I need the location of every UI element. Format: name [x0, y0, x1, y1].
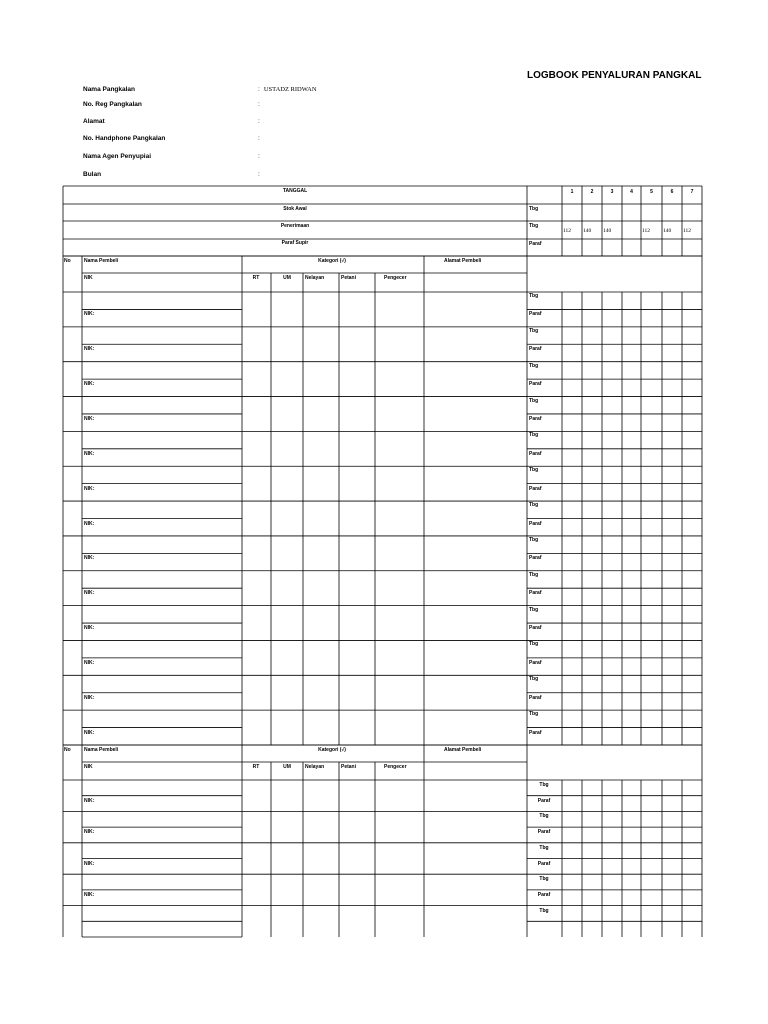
- record-paraf-label: Paraf: [529, 485, 542, 492]
- record-tbg-label: Tbg: [529, 327, 539, 334]
- record-paraf-label: Paraf: [529, 311, 542, 318]
- record-tbg-label: Tbg: [539, 907, 549, 914]
- col-header-kategori: Kategori (√): [318, 747, 346, 753]
- col-header-nik: NIK: [84, 764, 93, 770]
- day-number: 7: [690, 189, 694, 195]
- header-field-label: Nama Pangkalan: [83, 86, 136, 93]
- col-header-um: UM: [283, 764, 291, 770]
- penerimaan-value: 140: [603, 228, 612, 234]
- record-nik-label: NIK:: [84, 659, 95, 666]
- record-tbg-label: Tbg: [539, 782, 549, 788]
- day-number: 3: [610, 189, 614, 195]
- header-field-label: No. Handphone Pangkalan: [83, 135, 166, 142]
- record-tbg-label: Tbg: [539, 844, 549, 851]
- penerimaan-value: 140: [583, 228, 592, 234]
- record-paraf-label: Paraf: [529, 659, 542, 666]
- record-tbg-label: Tbg: [529, 293, 539, 299]
- header-field-colon: :: [258, 101, 260, 108]
- record-tbg-label: Tbg: [529, 571, 539, 578]
- stok-awal-label: Stok Awal: [283, 206, 307, 212]
- record-tbg-label: Tbg: [529, 432, 539, 439]
- day-number: 5: [650, 189, 653, 195]
- col-header-um: UM: [283, 275, 291, 281]
- record-paraf-label: Paraf: [537, 891, 551, 898]
- stok-tbg-label: Tbg: [529, 206, 539, 212]
- header-field-colon: :: [258, 171, 260, 178]
- col-header-alamat-pembeli: Alamat Pembeli: [444, 747, 482, 753]
- record-nik-label: NIK:: [84, 625, 95, 632]
- record-tbg-label: Tbg: [529, 711, 539, 718]
- record-nik-label: NIK:: [84, 829, 95, 836]
- col-header-no: No: [64, 258, 71, 264]
- record-tbg-label: Tbg: [529, 397, 539, 404]
- day-number: 1: [570, 189, 574, 195]
- col-header-nelayan: Nelayan: [305, 275, 325, 281]
- record-tbg-label: Tbg: [529, 641, 539, 648]
- col-header-pengecer: Pengecer: [384, 275, 407, 281]
- page-title: LOGBOOK PENYALURAN PANGKAL: [527, 70, 702, 81]
- record-tbg-label: Tbg: [529, 502, 539, 509]
- record-nik-label: NIK:: [84, 555, 95, 562]
- record-tbg-label: Tbg: [529, 362, 539, 369]
- record-tbg-label: Tbg: [539, 813, 549, 820]
- record-tbg-label: Tbg: [539, 876, 549, 883]
- header-field-label: Nama Agen Penyupiai: [83, 153, 152, 160]
- day-number: 2: [590, 189, 594, 195]
- record-nik-label: NIK:: [84, 797, 95, 804]
- record-paraf-label: Paraf: [529, 450, 542, 457]
- day-number: 4: [630, 189, 633, 195]
- col-header-nik: NIK: [84, 275, 93, 281]
- penerimaan-tbg-label: Tbg: [529, 223, 539, 229]
- col-header-nelayan: Nelayan: [305, 764, 325, 770]
- col-header-rt: RT: [252, 764, 260, 770]
- col-header-petani: Petani: [341, 275, 357, 281]
- record-nik-label: NIK:: [84, 860, 95, 867]
- record-nik-label: NIK:: [84, 891, 95, 898]
- record-paraf-label: Paraf: [529, 625, 542, 632]
- col-header-pengecer: Pengecer: [384, 764, 407, 770]
- penerimaan-value: 112: [683, 228, 692, 234]
- header-field-colon: :: [258, 118, 260, 125]
- header-field-colon: :: [258, 135, 260, 142]
- record-tbg-label: Tbg: [529, 467, 539, 474]
- col-header-no: No: [64, 747, 71, 753]
- record-paraf-label: Paraf: [529, 381, 542, 388]
- record-nik-label: NIK:: [84, 346, 95, 353]
- record-paraf-label: Paraf: [537, 797, 551, 804]
- record-paraf-label: Paraf: [529, 694, 542, 701]
- col-header-nama-pembeli: Nama Pembeli: [84, 747, 119, 753]
- record-nik-label: NIK:: [84, 311, 95, 318]
- tanggal-label: TANGGAL: [282, 188, 308, 194]
- col-header-petani: Petani: [341, 764, 357, 770]
- day-number: 6: [670, 189, 674, 195]
- penerimaan-value: 112: [642, 228, 651, 234]
- record-nik-label: NIK:: [84, 694, 95, 701]
- paraf-supir-paraf-label: Paraf: [529, 241, 542, 247]
- record-paraf-label: Paraf: [529, 729, 542, 736]
- header-field-value-text: USTADZ RIDWAN: [263, 86, 317, 93]
- header-field-label: Bulan: [83, 171, 102, 178]
- record-nik-label: NIK:: [84, 381, 95, 388]
- record-paraf-label: Paraf: [529, 555, 542, 562]
- record-nik-label: NIK:: [84, 450, 95, 457]
- penerimaan-value: 112: [563, 228, 572, 234]
- record-paraf-label: Paraf: [529, 346, 542, 353]
- record-nik-label: NIK:: [84, 485, 95, 492]
- penerimaan-label: Penerimaan: [280, 223, 310, 229]
- record-paraf-label: Paraf: [537, 829, 551, 836]
- record-nik-label: NIK:: [84, 520, 95, 527]
- penerimaan-value: 140: [663, 228, 672, 234]
- record-tbg-label: Tbg: [529, 536, 539, 543]
- col-header-kategori: Kategori (√): [318, 258, 346, 264]
- header-field-label: No. Reg Pangkalan: [83, 101, 142, 108]
- record-paraf-label: Paraf: [529, 590, 542, 597]
- header-field-label: Alamat: [83, 118, 105, 125]
- record-nik-label: NIK:: [84, 729, 95, 736]
- record-nik-label: NIK:: [84, 415, 95, 422]
- record-tbg-label: Tbg: [529, 676, 539, 683]
- col-header-nama-pembeli: Nama Pembeli: [84, 258, 119, 264]
- record-paraf-label: Paraf: [529, 520, 542, 527]
- col-header-alamat-pembeli: Alamat Pembeli: [444, 258, 482, 264]
- col-header-rt: RT: [252, 275, 260, 281]
- header-field-colon: :: [258, 86, 260, 93]
- record-paraf-label: Paraf: [537, 860, 551, 867]
- record-tbg-label: Tbg: [529, 606, 539, 613]
- record-nik-label: NIK:: [84, 590, 95, 597]
- header-field-colon: :: [258, 153, 260, 160]
- record-paraf-label: Paraf: [529, 415, 542, 422]
- paraf-supir-label: Paraf Supir: [281, 240, 309, 246]
